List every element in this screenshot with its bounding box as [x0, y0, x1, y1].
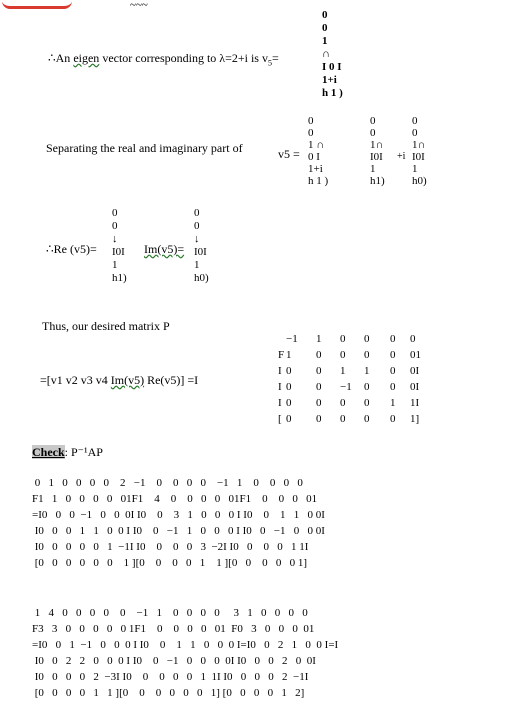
check-rest: : P⁻¹AP — [64, 445, 103, 459]
p-matrix-cell: 0 — [364, 349, 370, 361]
vs-col3-entry: 0 — [412, 127, 418, 139]
p-matrix-cell: [ — [278, 413, 282, 425]
p-matrix-cell: I — [278, 365, 282, 377]
p-matrix-cell: 0 — [316, 349, 322, 361]
v5-entry: h 1 ) — [322, 87, 343, 99]
p-matrix-cell: 0 — [390, 333, 396, 345]
p-matrix-cell: 0 — [316, 397, 322, 409]
p-lhs — [40, 374, 198, 386]
p-matrix-cell: 0 — [390, 349, 396, 361]
p-matrix-cell: 0 — [410, 333, 416, 345]
im-col-entry: h0) — [194, 272, 209, 284]
eigen-prefix: ∴An — [48, 51, 74, 65]
p-matrix-cell: 1 — [340, 365, 346, 377]
v5-entry: I 0 I — [322, 61, 342, 73]
vs-col1-entry: 1 ∩ — [308, 139, 325, 151]
p-lhs-im: Im(v5) — [110, 373, 145, 387]
p-matrix-cell: 0 — [286, 413, 292, 425]
thus-line: Thus, our desired matrix P — [42, 319, 170, 333]
vs-col3-entry: 1 — [412, 163, 418, 175]
check-label: Check — [32, 445, 65, 459]
eigen-sentence — [48, 52, 279, 67]
p-matrix-cell: −1 — [340, 381, 352, 393]
vs-col1-entry: h 1 ) — [308, 175, 329, 187]
p-matrix-cell: 0 — [390, 381, 396, 393]
vs-col2-entry: 1 — [370, 163, 376, 175]
prod2-row: I0 0 0 0 2 −3I I0 0 0 0 0 1 1I I0 0 0 0 2 −1I — [32, 671, 309, 683]
re-col-entry: ↓ — [112, 233, 118, 245]
p-lhs-re: Re(v5)] =I — [144, 373, 199, 387]
prod1-row: 0 1 0 0 0 0 2 −1 0 0 0 0 −1 1 0 0 0 0 — [32, 477, 303, 489]
re-col-entry: h1) — [112, 272, 127, 284]
header-fragment: ~~~ — [130, 0, 148, 11]
p-matrix-cell: 0 — [340, 333, 346, 345]
im-col-entry: ↓ — [194, 233, 200, 245]
p-matrix-cell: 1 — [286, 349, 292, 361]
vs-col3-entry: 1∩ — [412, 139, 426, 151]
p-matrix-cell: 0 — [316, 413, 322, 425]
vs-col2-entry: I0I — [370, 151, 383, 163]
vs-col1-entry: 1+i — [308, 163, 323, 175]
prod1-row: =I0 0 0 −1 0 0 0I I0 0 3 1 0 0 0 I I0 0 1 1 0 0I — [32, 509, 325, 521]
header-decoration — [2, 0, 72, 9]
p-matrix-cell: F — [278, 349, 285, 361]
prod2-row: 1 4 0 0 0 0 0 −1 1 0 0 0 0 3 1 0 0 0 0 — [32, 607, 308, 619]
vs-col2-entry: 0 — [370, 115, 376, 127]
prod2-row: F3 3 0 0 0 0 0 1F1 0 0 0 0 01 F0 3 0 0 0 01 — [32, 623, 315, 635]
im-label: Im(v5)= — [144, 242, 185, 256]
prod1-row: F1 1 0 0 0 0 01F1 4 0 0 0 0 01F1 0 0 0 01 — [32, 493, 318, 505]
separating-sentence: Separating the real and imaginary part of — [46, 141, 243, 155]
p-matrix-cell: 0 — [364, 333, 370, 345]
p-matrix-cell: 0 — [316, 381, 322, 393]
v5-entry: 0 — [322, 9, 328, 21]
prod1-row: I0 0 0 1 1 0 0 I I0 0 −1 1 0 0 0 I I0 0 −1 0 0 0I — [32, 525, 325, 537]
p-matrix-cell: 0 — [316, 365, 322, 377]
re-col-entry: 0 — [112, 220, 118, 232]
p-matrix-cell: 1 — [390, 397, 396, 409]
p-matrix-cell: 1 — [316, 333, 322, 345]
p-matrix-cell: 0I — [410, 365, 420, 377]
p-matrix-cell: 0 — [286, 397, 292, 409]
p-matrix-cell: I — [278, 397, 282, 409]
vs-equation: v5 = — [278, 147, 300, 161]
p-matrix-cell: −1 — [286, 333, 298, 345]
p-matrix-cell: 0 — [364, 381, 370, 393]
vs-col1-entry: 0 — [308, 127, 314, 139]
prod1-row: I0 0 0 0 0 1 −1I I0 0 0 0 3 −2I I0 0 0 0 1 1I — [32, 541, 309, 553]
im-col-entry: I0I — [194, 246, 207, 258]
eigen-word: eigen — [73, 51, 100, 65]
re-col-entry: 1 — [112, 259, 118, 271]
vs-col2-entry: h1) — [370, 175, 385, 187]
p-matrix-cell: 1 — [364, 365, 370, 377]
vs-col1-entry: 0 I — [308, 151, 320, 163]
p-matrix-cell: 0 — [364, 413, 370, 425]
prod1-row: [0 0 0 0 0 0 1 ][0 0 0 0 1 1 ][0 0 0 0 0 1] — [32, 557, 307, 569]
p-matrix-cell: 1] — [410, 413, 420, 425]
p-matrix-cell: 1I — [410, 397, 420, 409]
v5-entry: 1 — [322, 35, 328, 47]
p-matrix-cell: 0 — [390, 365, 396, 377]
p-matrix-cell: 0 — [340, 349, 346, 361]
vs-plus-i: +i — [397, 151, 406, 162]
im-col-entry: 1 — [194, 259, 200, 271]
prod2-row: =I0 0 1 −1 0 0 0 I I0 0 1 1 0 0 0 I=I0 0 2 1 0 0 I=I — [32, 639, 339, 651]
v5-entry: 0 — [322, 22, 328, 34]
vs-col3-entry: 0 — [412, 115, 418, 127]
vs-col3-entry: h0) — [412, 175, 427, 187]
re-col-entry: 0 — [112, 207, 118, 219]
vs-col2-entry: 0 — [370, 127, 376, 139]
p-matrix-cell: 0 — [340, 413, 346, 425]
prod2-row: I0 0 2 2 0 0 0 I I0 0 −1 0 0 0 0I I0 0 0 2 0 0I — [32, 655, 316, 667]
prod2-row: [0 0 0 0 1 1 ][0 0 0 0 0 0 1] [0 0 0 0 1 2] — [32, 687, 305, 699]
re-label: ∴Re (v5)= — [46, 242, 97, 256]
p-lhs-prefix: =[v1 v2 v3 v4 — [40, 373, 111, 387]
eigen-eq: = — [271, 51, 279, 65]
vs-col2-entry: 1∩ — [370, 139, 384, 151]
check-line — [32, 446, 103, 458]
p-matrix-cell: 0 — [286, 381, 292, 393]
vs-col1-entry: 0 — [308, 115, 314, 127]
eigen-suffix: vector corresponding to λ=2+i is v — [99, 51, 268, 65]
p-matrix-cell: I — [278, 381, 282, 393]
p-matrix-cell: 0 — [340, 397, 346, 409]
im-col-entry: 0 — [194, 207, 200, 219]
p-matrix-cell: 0 — [286, 365, 292, 377]
p-matrix-cell: 01 — [410, 349, 421, 361]
im-col-entry: 0 — [194, 220, 200, 232]
p-matrix-cell: 0 — [364, 397, 370, 409]
p-matrix-cell: 0I — [410, 381, 420, 393]
eigen-sub: 5 — [267, 58, 272, 68]
re-col-entry: I0I — [112, 246, 125, 258]
p-matrix-cell: 0 — [390, 413, 396, 425]
v5-entry: ∩ — [322, 48, 330, 60]
vs-col3-entry: I0I — [412, 151, 425, 163]
v5-entry: 1+i — [322, 74, 337, 86]
